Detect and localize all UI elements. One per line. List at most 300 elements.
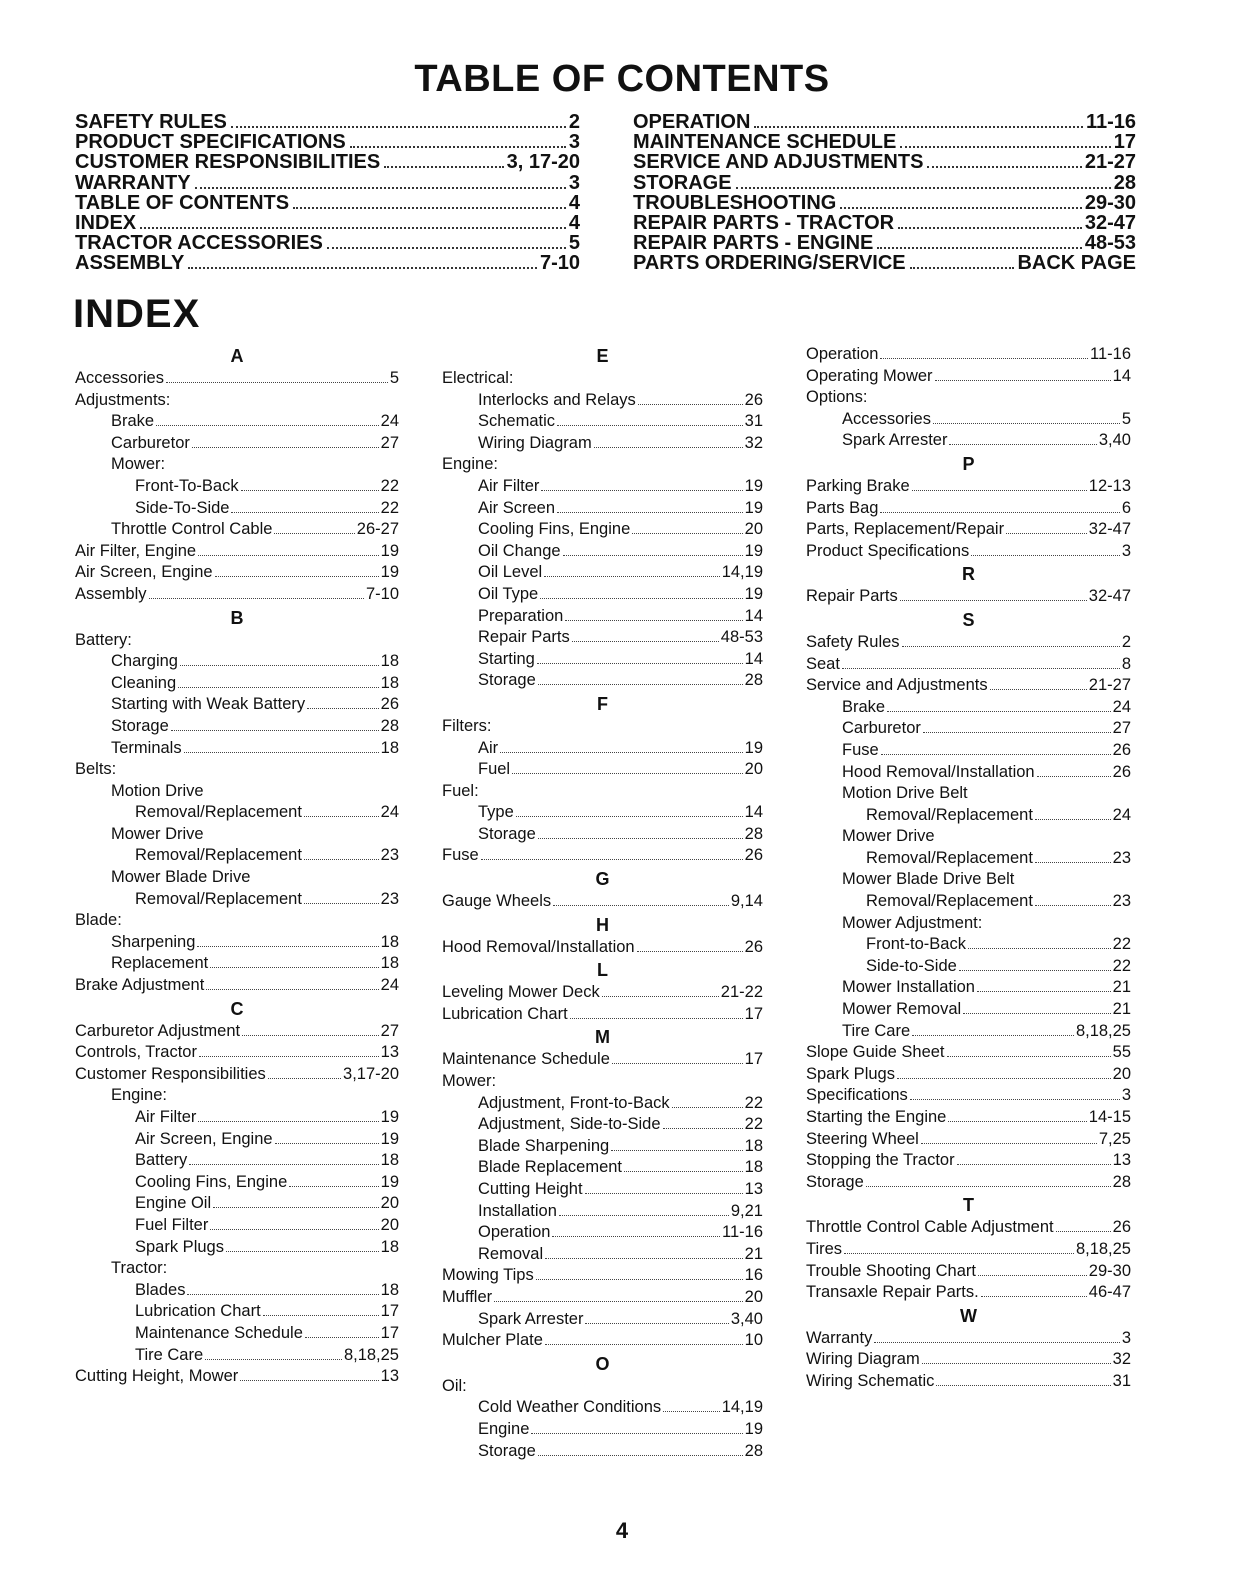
- index-entry: [442, 1157, 763, 1179]
- dot-leader: [844, 1253, 1074, 1254]
- index-entry: [442, 476, 763, 498]
- index-entry-page: 55: [1112, 1043, 1131, 1062]
- index-entry-page: 26: [744, 846, 763, 865]
- toc-entry-label: CUSTOMER RESPONSIBILITIES: [75, 151, 381, 174]
- dot-leader: [293, 207, 566, 209]
- index-entry-label: Side-To-Side: [135, 498, 230, 517]
- index-entry-page: 32: [1112, 1350, 1131, 1369]
- index-entry-label: Repair Parts: [478, 628, 570, 647]
- index-entry-label: Throttle Control Cable: [111, 520, 273, 539]
- toc-entry-label: OPERATION: [633, 111, 751, 133]
- dot-leader: [195, 187, 566, 189]
- index-entry-page: 13: [1112, 1151, 1131, 1170]
- index-entry-label: Storage: [806, 1172, 864, 1191]
- index-entry-label: Safety Rules: [806, 632, 900, 651]
- dot-leader: [188, 267, 537, 269]
- dot-leader: [923, 732, 1111, 733]
- index-entry-page: 19: [380, 1108, 399, 1126]
- index-entry-label: Assembly: [75, 584, 147, 603]
- index-group-heading: Adjustments:: [75, 390, 171, 409]
- dot-leader: [910, 1099, 1120, 1100]
- index-entry-page: 8,18,25: [1075, 1239, 1131, 1258]
- dot-leader: [921, 1143, 1097, 1144]
- dot-leader: [516, 816, 743, 817]
- toc-entry: [75, 253, 580, 273]
- dot-leader: [544, 576, 720, 577]
- index-entry-label: Engine Oil: [135, 1194, 212, 1213]
- index-entry: [442, 824, 763, 846]
- index-entry: [442, 1309, 763, 1331]
- index-entry: [806, 1064, 1131, 1086]
- dot-leader: [602, 996, 719, 997]
- dot-leader: [936, 1385, 1110, 1386]
- index-entry-page: 24: [1112, 805, 1131, 824]
- index-entry-label: Spark Plugs: [135, 1237, 224, 1256]
- index-entry-page: 20: [380, 1215, 399, 1234]
- dot-leader: [545, 1344, 743, 1345]
- dot-leader: [912, 1035, 1074, 1036]
- dot-leader: [156, 425, 379, 426]
- toc-entry-page: 5: [568, 232, 580, 255]
- dot-leader: [981, 1296, 1087, 1297]
- index-entry-page: 20: [744, 760, 763, 779]
- dot-leader: [557, 425, 743, 426]
- index-entry-label: Brake: [111, 412, 155, 431]
- index-entry-page: 10: [744, 1331, 763, 1350]
- dot-leader: [663, 1128, 743, 1129]
- index-entry-label: Operating Mower: [806, 366, 933, 385]
- index-entry: [75, 1150, 399, 1172]
- index-group-heading: Mower Drive: [111, 824, 204, 843]
- index-entry: [806, 1349, 1131, 1371]
- index-entry-page: 3: [1121, 541, 1131, 560]
- dot-leader: [637, 951, 743, 952]
- dot-leader: [959, 970, 1111, 971]
- index-entry: [75, 433, 399, 455]
- index-entry: [806, 498, 1131, 520]
- index-entry-page: 18: [380, 1280, 399, 1299]
- dot-leader: [541, 490, 742, 491]
- toc-entry-label: INDEX: [75, 212, 137, 235]
- index-entry: [75, 975, 399, 997]
- index-entry-label: Charging: [111, 652, 178, 671]
- index-entry: [75, 1280, 399, 1302]
- index-entry: [442, 1136, 763, 1158]
- index-entry-label: Repair Parts: [806, 587, 898, 606]
- index-entry-page: 17: [744, 1004, 763, 1023]
- index-entry-page: 26: [380, 695, 399, 714]
- index-entry-page: 32-47: [1088, 587, 1131, 606]
- index-entry: [806, 675, 1131, 697]
- dot-leader: [947, 1056, 1111, 1057]
- index-entry: [806, 1107, 1131, 1129]
- dot-leader: [565, 620, 742, 621]
- index-entry-page: 29-30: [1088, 1261, 1131, 1280]
- index-entry: [806, 1371, 1131, 1393]
- index-entry-page: 28: [380, 716, 399, 735]
- index-entry-page: 24: [380, 803, 399, 822]
- dot-leader: [215, 576, 379, 577]
- toc-entry-page: 4: [568, 191, 580, 214]
- index-entry: [806, 977, 1131, 999]
- index-entry: [442, 670, 763, 692]
- dot-leader: [198, 1121, 378, 1122]
- toc-entry: [633, 213, 1136, 233]
- index-entry: [806, 430, 1131, 452]
- index-entry-label: Preparation: [478, 606, 564, 625]
- index-entry: [442, 937, 763, 959]
- dot-leader: [897, 1078, 1111, 1079]
- index-entry-label: Storage: [478, 1441, 536, 1460]
- page-number: 4: [615, 1518, 629, 1543]
- index-entry-label: Mulcher Plate: [442, 1331, 543, 1350]
- index-entry-label: Mowing Tips: [442, 1266, 534, 1285]
- index-entry-page: 22: [1112, 956, 1131, 975]
- index-entry-page: 2: [1121, 632, 1131, 651]
- index-entry-label: Lubrication Chart: [135, 1302, 261, 1321]
- index-entry-page: 31: [744, 412, 763, 431]
- toc-entry-label: ASSEMBLY: [75, 252, 185, 275]
- index-entry-page: 14: [744, 606, 763, 625]
- toc-entry: [75, 213, 580, 233]
- index-entry-page: 24: [380, 976, 399, 995]
- index-entry-label: Front-To-Back: [135, 476, 239, 495]
- index-group-heading: Mower Drive: [842, 827, 935, 846]
- index-entry-page: 17: [380, 1323, 399, 1342]
- dot-leader: [910, 267, 1015, 269]
- dot-leader: [570, 1018, 743, 1019]
- index-entry: [806, 740, 1131, 762]
- index-entry: [806, 586, 1131, 608]
- index-entry-label: Customer Responsibilities: [75, 1064, 266, 1083]
- index-entry-page: 11-16: [1090, 345, 1131, 363]
- index-entry-page: 23: [380, 846, 399, 865]
- index-entry: [806, 1261, 1131, 1283]
- index-group-heading: Oil:: [442, 1376, 467, 1395]
- index-entry: [442, 1330, 763, 1352]
- index-entry: [75, 889, 399, 911]
- index-entry-label: Brake: [842, 697, 886, 716]
- index-entry: [442, 1287, 763, 1309]
- toc-entry-page: 2: [568, 111, 580, 133]
- index-entry-label: Front-to-Back: [866, 935, 966, 954]
- toc-left-column: [75, 112, 580, 274]
- index-letter-heading: W: [960, 1305, 977, 1326]
- index-entry-page: 48-53: [720, 628, 763, 647]
- index-entry-label: Muffler: [442, 1287, 493, 1306]
- index-entry-label: Removal/Replacement: [135, 846, 302, 865]
- toc-entry: [75, 193, 580, 213]
- toc-entry-label: REPAIR PARTS - ENGINE: [633, 232, 874, 255]
- index-entry-label: Spark Arrester: [478, 1309, 584, 1328]
- toc-entry-label: STORAGE: [633, 171, 732, 194]
- dot-leader: [572, 641, 719, 642]
- dot-leader: [866, 1186, 1111, 1187]
- index-entry: [75, 1172, 399, 1194]
- index-entry-page: 14-15: [1088, 1108, 1131, 1126]
- toc-entry: [75, 132, 580, 152]
- toc-entry-page: BACK PAGE: [1017, 252, 1136, 275]
- dot-leader: [949, 444, 1096, 445]
- toc-entry-page: 48-53: [1084, 232, 1136, 255]
- index-entry: [442, 982, 763, 1004]
- index-letter-heading: O: [595, 1353, 610, 1374]
- index-group-heading: Filters:: [442, 716, 492, 735]
- index-entry: [75, 1301, 399, 1323]
- index-entry-page: 28: [744, 824, 763, 843]
- toc-entry-page: 32-47: [1084, 212, 1136, 235]
- index-entry-page: 22: [744, 1093, 763, 1112]
- index-entry-label: Cutting Height: [478, 1180, 583, 1198]
- index-entry: [442, 759, 763, 781]
- dot-leader: [1035, 862, 1111, 863]
- index-entry: [806, 409, 1131, 431]
- index-entry-label: Transaxle Repair Parts.: [806, 1283, 979, 1302]
- index-group-heading: Mower Adjustment:: [842, 913, 983, 932]
- index-entry-label: Tire Care: [842, 1021, 911, 1040]
- index-entry: [75, 1345, 399, 1367]
- index-entry-label: Spark Plugs: [806, 1064, 895, 1083]
- dot-leader: [877, 247, 1081, 249]
- index-entry: [442, 519, 763, 541]
- index-entry-label: Accessories: [842, 409, 931, 428]
- dot-leader: [531, 1433, 742, 1434]
- index-entry-label: Fuse: [442, 846, 479, 865]
- index-entry: [442, 1397, 763, 1419]
- index-entry-label: Throttle Control Cable Adjustment: [806, 1218, 1054, 1237]
- index-title: INDEX: [73, 292, 201, 336]
- index-entry-label: Parts, Replacement/Repair: [806, 520, 1005, 539]
- dot-leader: [327, 247, 566, 249]
- index-entry-label: Wiring Schematic: [806, 1371, 935, 1390]
- dot-leader: [187, 1294, 378, 1295]
- dot-leader: [512, 773, 743, 774]
- toc-entry-page: 11-16: [1085, 111, 1136, 133]
- index-group-heading: Tractor:: [111, 1259, 168, 1278]
- index-entry-page: 13: [744, 1180, 763, 1198]
- index-entry-label: Replacement: [111, 954, 209, 973]
- index-entry-page: 19: [744, 498, 763, 517]
- index-group-heading: Belts:: [75, 760, 117, 779]
- dot-leader: [494, 1301, 743, 1302]
- index-entry-page: 7-10: [365, 584, 399, 603]
- dot-leader: [1056, 1231, 1111, 1232]
- index-entry-label: Air Screen: [478, 498, 556, 517]
- index-entry-page: 12-13: [1088, 476, 1131, 495]
- dot-leader: [481, 859, 743, 860]
- dot-leader: [927, 166, 1081, 168]
- index-entry-label: Mower Removal: [842, 1000, 962, 1019]
- index-entry-label: Operation: [806, 345, 879, 363]
- dot-leader: [963, 1013, 1110, 1014]
- toc-title: TABLE OF CONTENTS: [414, 58, 830, 100]
- index-entry: [75, 1366, 399, 1388]
- toc-entry-label: TABLE OF CONTENTS: [75, 191, 290, 214]
- dot-leader: [350, 146, 566, 148]
- index-entry-page: 23: [1112, 848, 1131, 867]
- index-entry: [442, 738, 763, 760]
- dot-leader: [990, 689, 1087, 690]
- toc-entry-label: PARTS ORDERING/SERVICE: [633, 252, 906, 275]
- index-group-heading: Electrical:: [442, 369, 514, 387]
- dot-leader: [632, 533, 742, 534]
- index-entry-page: 19: [380, 1129, 399, 1148]
- dot-leader: [275, 1143, 379, 1144]
- index-entry-label: Parts Bag: [806, 498, 879, 517]
- dot-leader: [900, 146, 1110, 148]
- index-entry: [806, 999, 1131, 1021]
- dot-leader: [274, 533, 354, 534]
- dot-leader: [240, 1380, 378, 1381]
- index-group-heading: Blade:: [75, 911, 122, 930]
- index-entry: [75, 1064, 399, 1086]
- index-entry-page: 24: [380, 412, 399, 431]
- toc-entry-page: 3: [568, 131, 580, 154]
- dot-leader: [977, 991, 1111, 992]
- index-entry-label: Engine: [478, 1419, 530, 1438]
- index-entry: [442, 845, 763, 867]
- index-entry: [806, 541, 1131, 563]
- index-entry: [75, 673, 399, 695]
- dot-leader: [1037, 776, 1111, 777]
- index-entry-page: 19: [744, 541, 763, 560]
- toc-entry: [633, 253, 1136, 273]
- index-entry-label: Oil Type: [478, 584, 539, 603]
- index-entry-label: Terminals: [111, 738, 182, 757]
- toc-entry: [633, 233, 1136, 253]
- dot-leader: [971, 555, 1120, 556]
- index-entry-page: 17: [380, 1302, 399, 1321]
- index-letter-heading: E: [596, 346, 609, 366]
- index-entry-label: Controls, Tractor: [75, 1043, 197, 1062]
- index-entry-label: Blades: [135, 1280, 186, 1299]
- index-entry: [442, 541, 763, 563]
- index-entry-label: Type: [478, 803, 514, 822]
- index-entry-page: 14: [1112, 366, 1131, 385]
- dot-leader: [933, 423, 1120, 424]
- index-entry: [442, 1179, 763, 1201]
- index-column-2: [442, 344, 763, 1462]
- dot-leader: [736, 187, 1111, 189]
- index-entry: [442, 584, 763, 606]
- dot-leader: [922, 1363, 1111, 1364]
- index-entry-label: Fuse: [842, 740, 879, 759]
- index-entry: [75, 738, 399, 760]
- index-entry: [806, 956, 1131, 978]
- dot-leader: [1035, 819, 1111, 820]
- dot-leader: [231, 512, 378, 513]
- index-entry-label: Starting: [478, 649, 535, 668]
- index-entry-label: Carburetor: [111, 433, 190, 452]
- dot-leader: [180, 665, 379, 666]
- dot-leader: [242, 1035, 379, 1036]
- index-entry-page: 20: [1112, 1064, 1131, 1083]
- index-entry-label: Fuel: [478, 760, 511, 779]
- index-entry-page: 3,17-20: [343, 1064, 399, 1083]
- index-entry-page: 19: [380, 1172, 399, 1191]
- dot-leader: [638, 404, 743, 405]
- index-entry-label: Service and Adjustments: [806, 676, 988, 695]
- toc-entry-page: 4: [568, 212, 580, 235]
- index-group-heading: Mower Blade Drive Belt: [842, 870, 1015, 889]
- index-entry: [75, 651, 399, 673]
- index-entry-label: Tires: [806, 1239, 843, 1258]
- index-entry: [75, 932, 399, 954]
- toc-entry-page: 29-30: [1084, 191, 1136, 214]
- index-entry: [442, 1201, 763, 1223]
- index-entry-page: 3,40: [730, 1309, 763, 1328]
- index-entry-page: 21-27: [1088, 676, 1131, 695]
- index-entry-label: Interlocks and Relays: [478, 390, 636, 409]
- index-entry-label: Adjustment, Front-to-Back: [478, 1093, 670, 1112]
- dot-leader: [611, 1150, 742, 1151]
- index-entry: [75, 802, 399, 824]
- index-entry: [75, 953, 399, 975]
- toc-entry-label: PRODUCT SPECIFICATIONS: [75, 131, 346, 154]
- index-entry-label: Cutting Height, Mower: [75, 1367, 239, 1386]
- dot-leader: [900, 600, 1087, 601]
- index-entry-page: 19: [744, 476, 763, 495]
- index-entry: [442, 1114, 763, 1136]
- index-entry: [806, 1239, 1131, 1261]
- index-entry-page: 6: [1121, 498, 1131, 517]
- index-entry-page: 18: [380, 932, 399, 951]
- index-entry: [806, 891, 1131, 913]
- index-letter-heading: T: [963, 1195, 974, 1216]
- toc-entry-page: 21-27: [1084, 151, 1136, 174]
- index-entry-label: Oil Change: [478, 541, 561, 560]
- dot-leader: [538, 684, 743, 685]
- index-entry-page: 22: [1112, 935, 1131, 954]
- dot-leader: [902, 646, 1120, 647]
- index-entry: [442, 1441, 763, 1463]
- index-entry-page: 31: [1112, 1371, 1131, 1390]
- index-entry-label: Side-to-Side: [866, 956, 957, 975]
- index-entry: [442, 1265, 763, 1287]
- index-entry-label: Air Filter: [135, 1108, 197, 1126]
- index-entry: [806, 1217, 1131, 1239]
- index-entry-page: 13: [380, 1043, 399, 1062]
- index-entry-page: 28: [1112, 1172, 1131, 1191]
- index-entry: [806, 697, 1131, 719]
- dot-leader: [171, 730, 379, 731]
- index-entry-page: 26: [744, 937, 763, 956]
- index-entry-label: Tire Care: [135, 1345, 204, 1364]
- index-entry: [806, 1328, 1131, 1350]
- index-entry-page: 26: [1112, 1218, 1131, 1237]
- index-entry-page: 18: [744, 1136, 763, 1155]
- index-entry-page: 32: [744, 433, 763, 452]
- dot-leader: [268, 1078, 341, 1079]
- index-entry-label: Carburetor Adjustment: [75, 1021, 241, 1040]
- dot-leader: [241, 490, 379, 491]
- index-entry-page: 22: [744, 1115, 763, 1134]
- index-entry: [75, 519, 399, 541]
- dot-leader: [210, 967, 378, 968]
- index-entry-page: 7,25: [1098, 1129, 1131, 1148]
- dot-leader: [210, 1229, 378, 1230]
- index-entry-page: 3: [1121, 1086, 1131, 1105]
- index-entry: [442, 562, 763, 584]
- index-entry-page: 32-47: [1088, 520, 1131, 539]
- toc-entry: [75, 152, 580, 172]
- index-entry: [806, 1021, 1131, 1043]
- index-group-heading: Options:: [806, 388, 868, 407]
- index-entry-label: Cleaning: [111, 673, 177, 692]
- index-entry: [806, 344, 1131, 366]
- dot-leader: [957, 1164, 1111, 1165]
- index-entry-label: Brake Adjustment: [75, 976, 205, 995]
